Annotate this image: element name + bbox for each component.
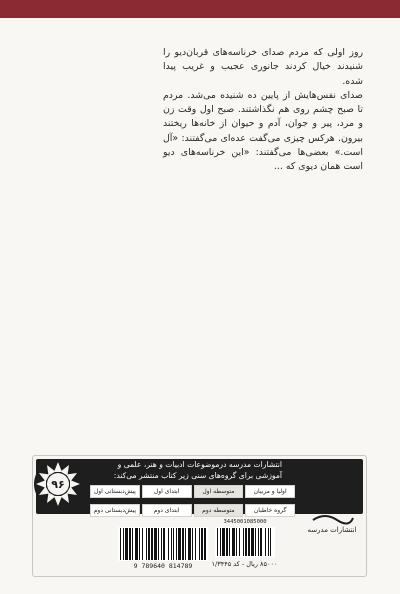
barcode-stripe <box>265 528 266 556</box>
barcode-stripe <box>229 528 230 556</box>
barcode-stripe <box>158 528 159 560</box>
barcode-stripe <box>258 528 259 556</box>
barcode-isbn-number: 3445001085000 <box>223 519 267 525</box>
grade-cell: ابتدای دوم <box>142 504 192 517</box>
grade-cell: اولیا و مربیان <box>245 485 295 498</box>
barcode-stripe <box>129 528 131 560</box>
barcode-stripe <box>182 528 184 560</box>
barcode-stripe <box>178 528 181 560</box>
grade-cell: پیش‌دبستانی دوم <box>90 504 140 517</box>
grade-cell: ابتدای اول <box>142 485 192 498</box>
barcode-stripe <box>195 528 196 560</box>
barcode-stripe <box>201 528 203 560</box>
barcode-stripe <box>217 528 218 556</box>
synopsis-paragraph: روز اولی که مردم صدای خرناسه‌های قربان‌دیو را شنیدند خیال کردند جانوری عجیب و غریب پیدا شده. <box>163 47 363 87</box>
barcode-stripe <box>251 528 254 556</box>
barcode-stripe <box>199 528 200 560</box>
barcode-stripe <box>148 528 150 560</box>
barcode-number: 9 789640 814789 <box>133 562 193 570</box>
barcode-stripe <box>255 528 256 556</box>
barcode-stripe <box>232 528 235 556</box>
barcode-stripe <box>226 528 228 556</box>
barcode-stripe <box>132 528 133 560</box>
barcode-stripe <box>146 528 147 560</box>
barcode-stripe <box>139 528 140 560</box>
barcode-stripe <box>185 528 186 560</box>
cover-top-band <box>0 0 400 18</box>
barcode-stripe <box>204 528 206 560</box>
barcode-stripe <box>245 528 247 556</box>
publisher-description: انتشارات مدرسه درموضوعات ادبیات و هنر، علمی و آموزشی برای گروه‌های سنی زیر کتاب منتشر می‌کند: <box>113 460 282 480</box>
barcode-stripe <box>236 528 237 556</box>
synopsis-text <box>163 46 363 175</box>
barcode-stripe <box>222 528 225 556</box>
publisher-logo-icon <box>305 462 360 536</box>
barcode-stripe <box>125 528 128 560</box>
barcode-stripe <box>192 528 193 560</box>
barcode-stripe <box>260 528 262 556</box>
barcode-stripe <box>239 528 240 556</box>
barcode-stripe <box>243 528 244 556</box>
barcode-stripe <box>176 528 177 560</box>
barcode-stripe <box>163 528 165 560</box>
barcode-stripe <box>120 528 121 560</box>
barcode-stripe <box>151 528 153 560</box>
barcode-stripe <box>220 528 221 556</box>
age-badge-number: ۹۶ <box>51 478 65 491</box>
barcode-stripe <box>270 528 271 556</box>
grade-grid <box>90 485 295 521</box>
barcode-ean <box>118 527 208 561</box>
barcode-isbn <box>215 527 275 557</box>
barcode-stripe <box>161 528 162 560</box>
barcode-stripe <box>248 528 250 556</box>
publisher-logo-text: انتشارات مدرسه <box>307 526 357 534</box>
barcode-stripe <box>142 528 143 560</box>
barcode-stripe <box>123 528 124 560</box>
age-badge-rosette <box>32 458 84 510</box>
price-code-line: ۸۵۰۰۰ ریال - کد ۱/۳۴۴۵ <box>211 560 278 568</box>
barcode-stripe <box>188 528 191 560</box>
barcode-stripe <box>171 528 172 560</box>
barcode-stripe <box>268 528 269 556</box>
barcode-stripe <box>168 528 169 560</box>
grade-cell-selected: متوسطه اول <box>194 485 244 498</box>
barcode-stripe <box>135 528 138 560</box>
grade-cell: گروه خاطبان <box>245 504 295 517</box>
grade-cell: پیش‌دبستانی اول <box>90 485 140 498</box>
barcode-stripe <box>154 528 157 560</box>
synopsis-paragraph: صدای نفس‌هایش از پایین ده شنیده می‌شد. مردم تا صبح چشم روی هم نگذاشتند. صبح اول وقت زن و مرد، پیر و جوان، آدم و حیوان از خانه‌ها ریختند بیرون. هرکس چیزی می‌گفت عده‌ای می‌گفتند: «آل است.» بعضی‌ها می‌گفتند: «این خرناسه‌های دیو است همان دیوی که ... <box>163 89 363 173</box>
grade-cell-selected: متوسطه دوم <box>194 504 244 517</box>
barcode-stripe <box>173 528 174 560</box>
